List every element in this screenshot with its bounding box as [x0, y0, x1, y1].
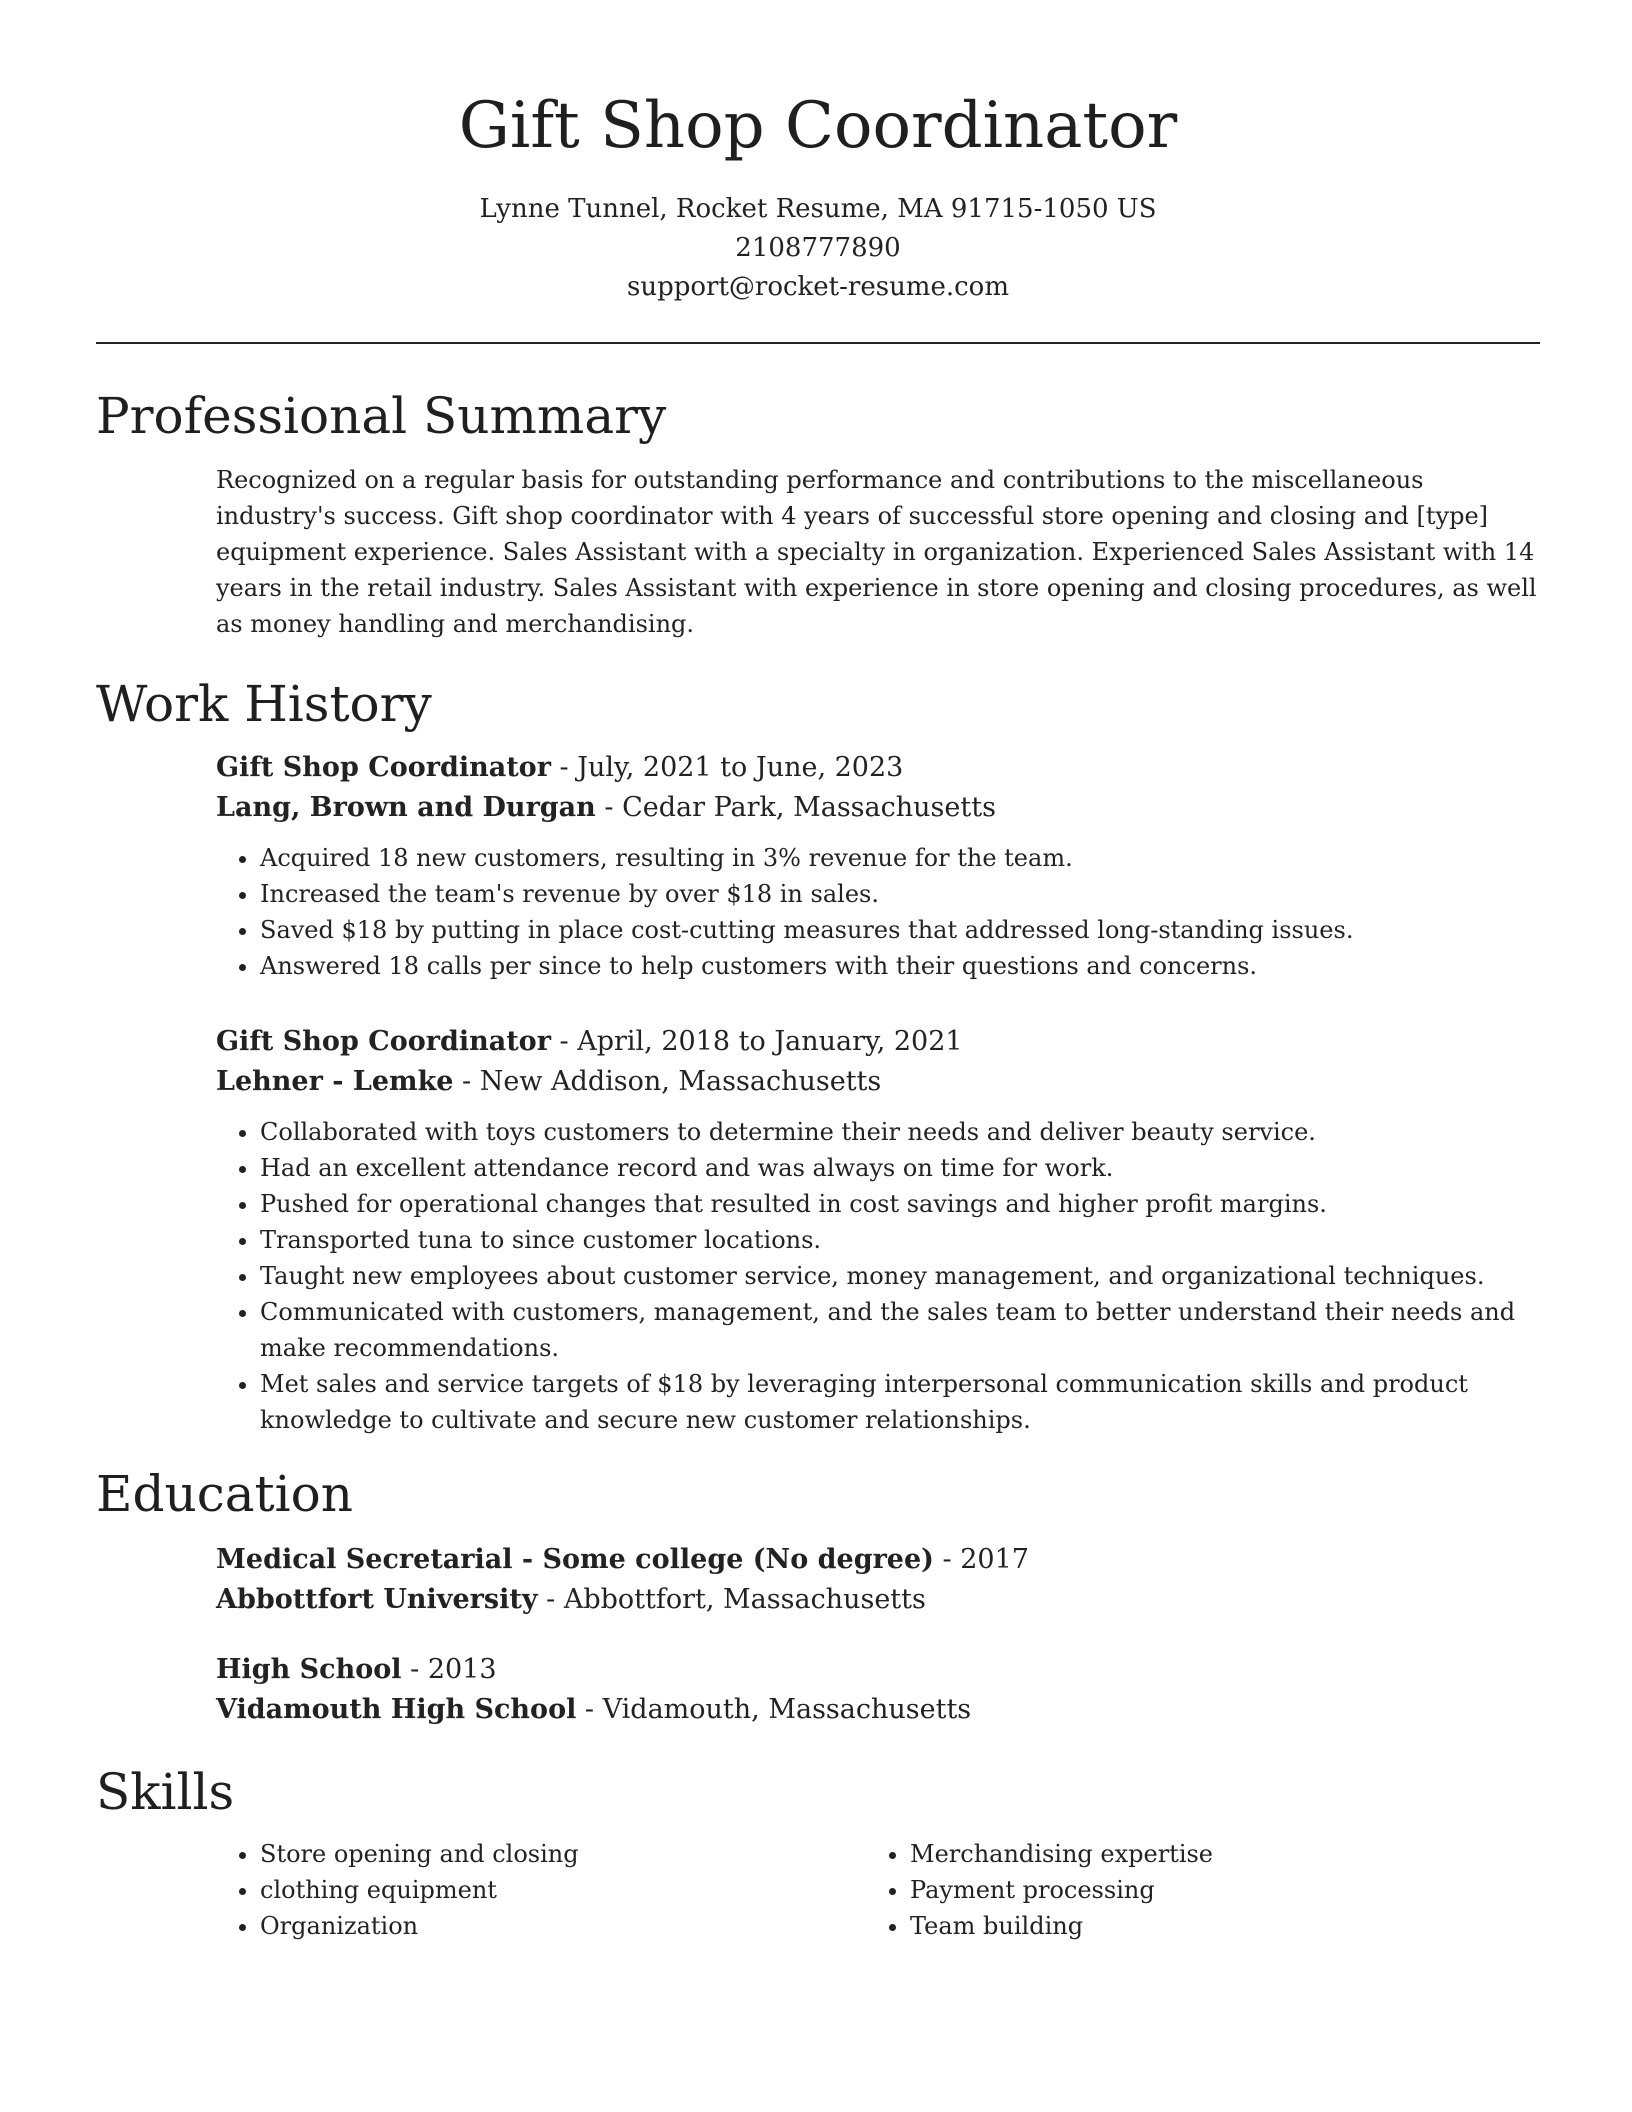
header-divider [96, 342, 1540, 344]
resume-page [96, 0, 1540, 1944]
education-year: - 2017 [933, 1544, 1029, 1575]
skill-item: • Organization [260, 1908, 866, 1944]
candidate-title: Gift Shop Coordinator [458, 89, 1178, 163]
skills-column-right [866, 1836, 1516, 1944]
skills-heading: Skills [96, 1763, 235, 1821]
skill-item: • Team building [910, 1908, 1516, 1944]
skill-item: • Merchandising expertise [910, 1836, 1516, 1872]
job-entry [216, 1022, 1540, 1438]
job-company: Lang, Brown and Durgan [216, 792, 596, 823]
job-location: - Cedar Park, Massachusetts [595, 792, 996, 823]
education-degree: High School [216, 1654, 402, 1685]
skills-column-left [216, 1836, 866, 1944]
education-location: - Abbottfort, Massachusetts [537, 1584, 926, 1615]
skill-item: • Store opening and closing [260, 1836, 866, 1872]
contact-email: support@rocket-resume.com [626, 272, 1009, 302]
summary-heading: Professional Summary [96, 387, 667, 445]
job-bullets [216, 1114, 1540, 1438]
education-school-line [216, 1580, 1540, 1620]
job-company-line [216, 788, 1540, 828]
job-title-line [216, 1022, 1540, 1062]
education-school: Abbottfort University [216, 1584, 538, 1615]
list-item: • Answered 18 calls per since to help customers with their questions and concerns. [260, 948, 1540, 984]
job-company-line [216, 1062, 1540, 1102]
education-degree-line [216, 1650, 1540, 1690]
list-item: • Pushed for operational changes that resulted in cost savings and higher profit margins. [260, 1186, 1540, 1222]
job-location: - New Addison, Massachusetts [453, 1066, 882, 1097]
job-dates: - July, 2021 to June, 2023 [550, 752, 904, 783]
education-school-line [216, 1690, 1540, 1730]
education-entry [216, 1650, 1540, 1730]
education-location: - Vidamouth, Massachusetts [576, 1694, 972, 1725]
job-title: Gift Shop Coordinator [216, 1026, 551, 1057]
education-year: - 2013 [401, 1654, 497, 1685]
work-history-heading: Work History [96, 675, 432, 733]
job-bullets [216, 840, 1540, 984]
list-item: • Saved $18 by putting in place cost-cutting measures that addressed long-standing issues. [260, 912, 1540, 948]
work-history-section [96, 672, 1540, 1438]
list-item: • Met sales and service targets of $18 by leveraging interpersonal communication skills and product knowledge to cultivate and secure new customer relationships. [260, 1366, 1540, 1438]
contact-address: Lynne Tunnel, Rocket Resume, MA 91715-1050 US [479, 194, 1157, 224]
education-degree-line [216, 1540, 1540, 1580]
skills-grid [216, 1836, 1540, 1944]
education-degree: Medical Secretarial - Some college (No degree) [216, 1544, 934, 1575]
list-item: • Increased the team's revenue by over $18 in sales. [260, 876, 1540, 912]
education-school: Vidamouth High School [216, 1694, 577, 1725]
list-item: • Had an excellent attendance record and was always on time for work. [260, 1150, 1540, 1186]
summary-section [96, 384, 1540, 642]
list-item: • Acquired 18 new customers, resulting in 3% revenue for the team. [260, 840, 1540, 876]
job-company: Lehner - Lemke [216, 1066, 454, 1097]
education-heading: Education [96, 1465, 353, 1523]
education-section [96, 1462, 1540, 1730]
education-entry [216, 1540, 1540, 1620]
skills-section [96, 1760, 1540, 1944]
contact-phone: 2108777890 [735, 233, 901, 263]
list-item: • Communicated with customers, management, and the sales team to better understand their needs and make recommendations. [260, 1294, 1540, 1366]
contact-info [96, 190, 1540, 307]
skill-item: • clothing equipment [260, 1872, 866, 1908]
job-entry [216, 748, 1540, 984]
job-title: Gift Shop Coordinator [216, 752, 551, 783]
resume-header [96, 0, 1540, 307]
job-dates: - April, 2018 to January, 2021 [550, 1026, 963, 1057]
list-item: • Taught new employees about customer service, money management, and organizational techniques. [260, 1258, 1540, 1294]
list-item: • Transported tuna to since customer locations. [260, 1222, 1540, 1258]
list-item: • Collaborated with toys customers to determine their needs and deliver beauty service. [260, 1114, 1540, 1150]
summary-text: Recognized on a regular basis for outstanding performance and contributions to the miscellaneous industry's success. Gift shop coordinator with 4 years of successful store opening and closing and [type] equipment experience. Sales Assistant with a specialty in organization. Experienced Sales Assistant with 14 years in the retail industry. Sales Assistant with experience in store opening and closing procedures, as well as money handling and merchandising. [216, 466, 1537, 638]
skill-item: • Payment processing [910, 1872, 1516, 1908]
job-title-line [216, 748, 1540, 788]
